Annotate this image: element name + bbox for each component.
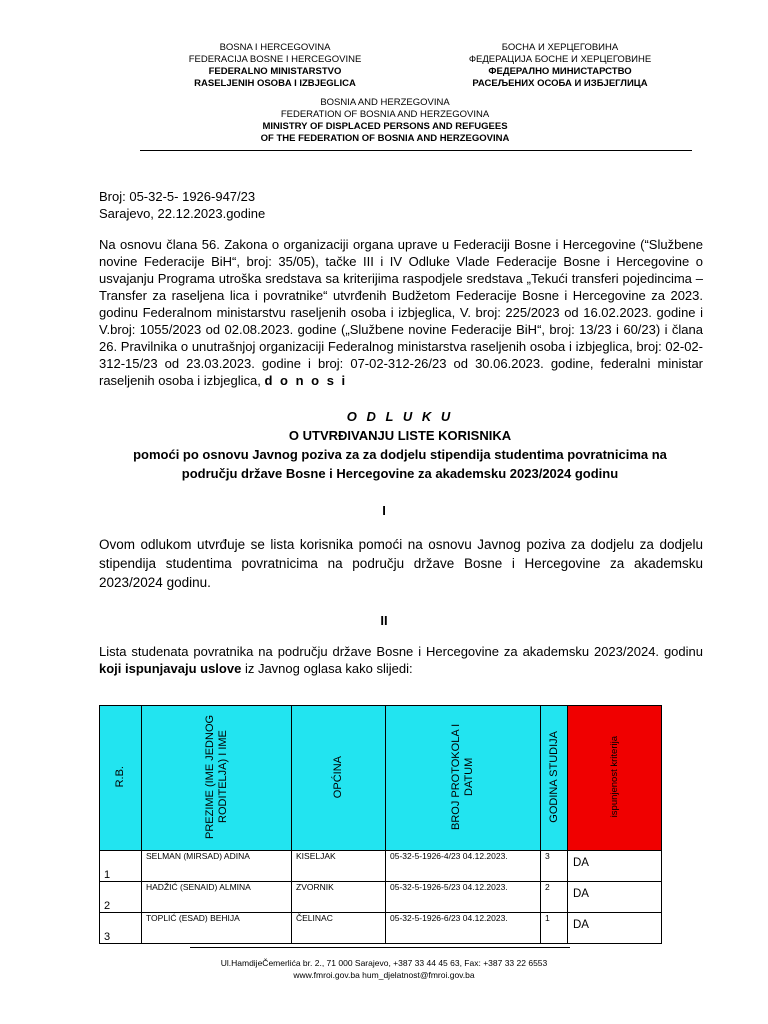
letterhead-left — [120, 42, 430, 90]
cell-rb: 1 — [100, 851, 142, 882]
table-row — [100, 851, 662, 882]
letterhead-line: BOSNA I HERCEGOVINA — [219, 42, 331, 53]
table-row — [100, 913, 662, 944]
letterhead-line: FEDERACIJA BOSNE I HERCEGOVINE — [188, 54, 362, 65]
cell-opcina: ČELINAC — [292, 913, 386, 944]
cell-status: DA — [568, 913, 662, 944]
footer-address: Ul.HamdijeČemerlića br. 2., 71 000 Sarajevo, +387 33 44 45 63, Fax: +387 33 22 6553 — [220, 958, 548, 968]
section-2-text — [99, 643, 703, 677]
preamble-text: Na osnovu člana 56. Zakona o organizaciji organa uprave u Federaciji Bosne i Hercegovine (“Službene novine Federacije BiH“, broj: 35/05), tačke III i IV Odluke Vlade Federacije Bosne i Hercegovine o usvajanju Programa utroška sredstava sa kriterijima raspodjele sredstava „Tekući transferi pojedincima – Transfer za raseljena lica i povratnike“ utvrđenih Budžetom Federacije Bosne i Hercegovine za 2023. godinu Federalnom ministarstvu raseljenih osoba i izbjeglica, V. broj: 225/2023 od 16.02.2023. godine i V.broj: 1055/2023 od 02.08.2023. godine („Službene novine Federacije BiH“, broj: 13/23 i 60/23) i člana 26. Pravilnika o unutrašnjoj organizaciji Federalnog ministarstva raseljenih osoba i izbjeglica, broj: 02-02-312-15/23 od 23.03.2023. godine i broj: 07-02-312-26/23 od 30.06.2023. godine, federalni ministar raseljenih osoba i izbjeglica, — [99, 237, 703, 388]
section-1-text: Ovom odlukom utvrđuje se lista korisnika pomoći na osnovu Javnog poziva za dodjelu za dodjelu stipendija studentima povratnicima na području države Bosne i Hercegovine za akademsku 2023/2024 godinu. — [99, 537, 703, 590]
cell-rb: 2 — [100, 882, 142, 913]
letterhead-line: БОСНА И ХЕРЦЕГОВИНА — [501, 42, 619, 53]
beneficiary-table — [99, 705, 662, 944]
cell-protokol: 05-32-5-1926-5/23 04.12.2023. — [386, 882, 541, 913]
letterhead-line: BOSNIA AND HERZEGOVINA — [320, 97, 450, 108]
header-godina — [541, 706, 568, 851]
cell-opcina: ZVORNIK — [292, 882, 386, 913]
title-line: području države Bosne i Hercegovine za akademsku 2023/2024 godinu — [181, 466, 619, 481]
title-line: pomoći po osnovu Javnog poziva za za dodjelu stipendija studentima povratnicima na — [133, 447, 667, 462]
cell-protokol: 05-32-5-1926-6/23 04.12.2023. — [386, 913, 541, 944]
header-opcina-label: OPĆINA — [332, 755, 344, 799]
header-ispunjenost — [568, 706, 662, 851]
footer — [0, 957, 768, 981]
letterhead-center — [160, 97, 610, 145]
footer-web-email: www.fmroi.gov.ba hum_djelatnost@fmroi.gov.ba — [293, 970, 475, 980]
preamble — [99, 236, 703, 389]
letterhead-line: RASELJENIH OSOBA I IZBJEGLICA — [194, 78, 356, 89]
header-name — [142, 706, 292, 851]
cell-status: DA — [568, 851, 662, 882]
cell-opcina: KISELJAK — [292, 851, 386, 882]
table-header-row — [100, 706, 662, 851]
footer-divider — [190, 947, 570, 948]
decision-title — [60, 407, 740, 483]
cell-protokol: 05-32-5-1926-4/23 04.12.2023. — [386, 851, 541, 882]
document-place-date: Sarajevo, 22.12.2023.godine — [99, 206, 266, 221]
letterhead-line: MINISTRY OF DISPLACED PERSONS AND REFUGEES — [262, 121, 508, 132]
letterhead-line: FEDERALNO MINISTARSTVO — [208, 66, 342, 77]
section-2-text-a: Lista studenata povratnika na području države Bosne i Hercegovine za akademsku 2023/2024. godinu — [99, 644, 703, 659]
document-reference — [99, 188, 703, 222]
title-odluku: O D L U K U — [346, 409, 454, 424]
document-number: Broj: 05-32-5- 1926-947/23 — [99, 189, 256, 204]
letterhead-right — [410, 42, 710, 90]
letterhead-line: ФЕДЕРАЛНО МИНИСТАРСТВО — [488, 66, 632, 77]
cell-name: HADŽIĆ (SENAID) ALMINA — [142, 882, 292, 913]
letterhead-line: ФЕДЕРАЦИЈА БОСНЕ И ХЕРЦЕГОВИНЕ — [468, 54, 652, 65]
cell-rb: 3 — [100, 913, 142, 944]
donosi-label: d o n o s i — [264, 373, 348, 388]
cell-name: TOPLIĆ (ESAD) BEHIJA — [142, 913, 292, 944]
letterhead-line: FEDERATION OF BOSNIA AND HERZEGOVINA — [280, 109, 490, 120]
header-protokol-label: BROJ PROTOKOLA I DATUM — [450, 723, 475, 831]
header-name-label: PREZIME (IME JEDNOG RODITELJA) I IME — [203, 714, 229, 840]
cell-godina: 3 — [541, 851, 568, 882]
section-heading-1: I — [382, 503, 386, 518]
letterhead-line: РАСЕЉЕНИХ ОСОБА И ИЗБЈЕГЛИЦА — [472, 78, 648, 89]
header-opcina — [292, 706, 386, 851]
letterhead-line: OF THE FEDERATION OF BOSNIA AND HERZEGOVINA — [260, 133, 510, 144]
table-row — [100, 882, 662, 913]
section-2-text-b: iz Javnog oglasa kako slijedi: — [244, 661, 413, 676]
header-ispunjenost-label: ispunjenost kriterija — [609, 736, 620, 818]
cell-godina: 2 — [541, 882, 568, 913]
header-divider — [140, 150, 692, 151]
header-protokol — [386, 706, 541, 851]
cell-status: DA — [568, 882, 662, 913]
header-rb-label: R.B. — [114, 766, 126, 788]
section-heading-2: II — [380, 613, 388, 628]
section-2-text-bold: koji ispunjavaju uslove — [99, 661, 242, 676]
cell-godina: 1 — [541, 913, 568, 944]
header-godina-label: GODINA STUDIJA — [547, 731, 560, 823]
title-line: O UTVRĐIVANJU LISTE KORISNIKA — [288, 428, 512, 443]
cell-name: SELMAN (MIRSAD) ADINA — [142, 851, 292, 882]
header-rb — [100, 706, 142, 851]
